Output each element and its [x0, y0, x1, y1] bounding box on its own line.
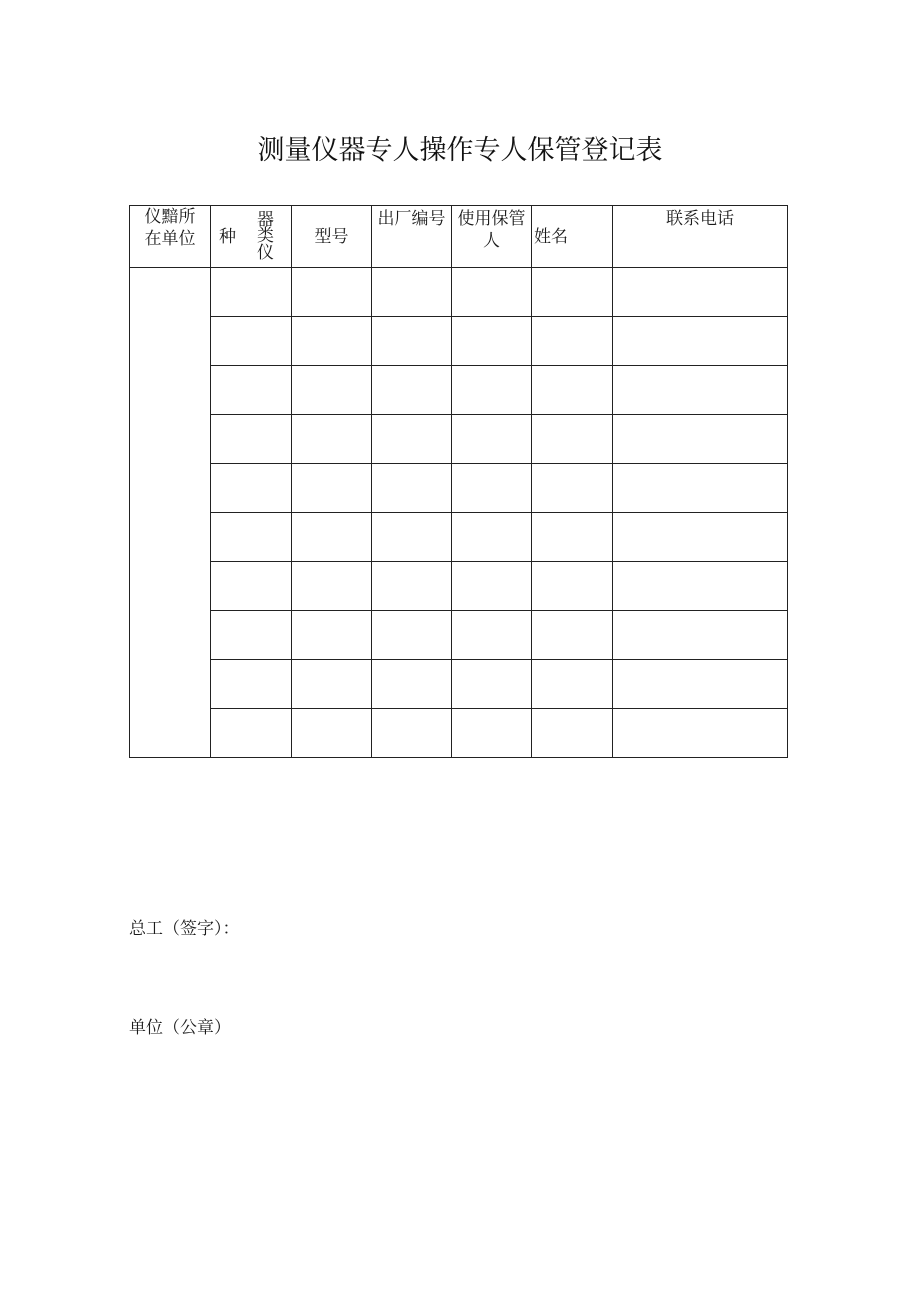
phone-cell[interactable] — [613, 317, 788, 366]
type-cell[interactable] — [211, 464, 292, 513]
type-cell[interactable] — [211, 317, 292, 366]
header-type-char-1: 种 — [219, 227, 236, 247]
model-cell[interactable] — [292, 562, 372, 611]
type-cell[interactable] — [211, 513, 292, 562]
model-cell[interactable] — [292, 268, 372, 317]
type-cell[interactable] — [211, 366, 292, 415]
name-cell[interactable] — [532, 513, 613, 562]
header-row — [130, 206, 788, 268]
table-row — [130, 562, 788, 611]
unit-cell[interactable] — [130, 268, 211, 758]
name-cell[interactable] — [532, 415, 613, 464]
header-keeper-line2: 人 — [483, 231, 500, 251]
serial-cell[interactable] — [372, 513, 452, 562]
phone-cell[interactable] — [613, 513, 788, 562]
keeper-cell[interactable] — [452, 709, 532, 758]
table-row — [130, 464, 788, 513]
header-name: 姓名 — [532, 206, 613, 268]
model-cell[interactable] — [292, 317, 372, 366]
type-cell[interactable] — [211, 562, 292, 611]
page-title: 测量仪器专人操作专人保管登记表 — [257, 135, 663, 166]
register-table — [129, 205, 788, 758]
keeper-cell[interactable] — [452, 268, 532, 317]
model-cell[interactable] — [292, 513, 372, 562]
model-cell[interactable] — [292, 611, 372, 660]
header-instrument-type — [211, 206, 292, 268]
name-cell[interactable] — [532, 268, 613, 317]
phone-cell[interactable] — [613, 268, 788, 317]
name-cell[interactable] — [532, 709, 613, 758]
table-row — [130, 415, 788, 464]
name-cell[interactable] — [532, 611, 613, 660]
header-type-char-4: 仪 — [257, 243, 274, 263]
phone-cell[interactable] — [613, 464, 788, 513]
phone-cell[interactable] — [613, 611, 788, 660]
type-cell[interactable] — [211, 611, 292, 660]
model-cell[interactable] — [292, 366, 372, 415]
keeper-cell[interactable] — [452, 366, 532, 415]
header-phone: 联系电话 — [613, 206, 788, 268]
keeper-cell[interactable] — [452, 464, 532, 513]
type-cell[interactable] — [211, 268, 292, 317]
table-row — [130, 268, 788, 317]
keeper-cell[interactable] — [452, 611, 532, 660]
keeper-cell[interactable] — [452, 513, 532, 562]
header-serial: 出厂编号 — [372, 206, 452, 268]
serial-cell[interactable] — [372, 268, 452, 317]
serial-cell[interactable] — [372, 415, 452, 464]
phone-cell[interactable] — [613, 660, 788, 709]
phone-cell[interactable] — [613, 709, 788, 758]
name-cell[interactable] — [532, 366, 613, 415]
header-unit — [130, 206, 211, 268]
serial-cell[interactable] — [372, 366, 452, 415]
header-keeper — [452, 206, 532, 268]
table-body — [130, 268, 788, 758]
name-cell[interactable] — [532, 317, 613, 366]
model-cell[interactable] — [292, 415, 372, 464]
header-type-char-2: 器 — [257, 210, 274, 230]
phone-cell[interactable] — [613, 415, 788, 464]
table-row — [130, 709, 788, 758]
keeper-cell[interactable] — [452, 317, 532, 366]
table-row — [130, 366, 788, 415]
table-row — [130, 660, 788, 709]
table-row — [130, 513, 788, 562]
table-row — [130, 611, 788, 660]
name-cell[interactable] — [532, 660, 613, 709]
model-cell[interactable] — [292, 709, 372, 758]
unit-seal-label: 单位（公章） — [129, 1018, 231, 1038]
header-unit-line2: 在单位 — [144, 229, 196, 249]
header-type-char-3: 类 — [257, 226, 274, 246]
phone-cell[interactable] — [613, 366, 788, 415]
serial-cell[interactable] — [372, 611, 452, 660]
serial-cell[interactable] — [372, 464, 452, 513]
header-model: 型号 — [292, 206, 372, 268]
type-cell[interactable] — [211, 660, 292, 709]
model-cell[interactable] — [292, 464, 372, 513]
serial-cell[interactable] — [372, 709, 452, 758]
phone-cell[interactable] — [613, 562, 788, 611]
serial-cell[interactable] — [372, 562, 452, 611]
table-row — [130, 317, 788, 366]
name-cell[interactable] — [532, 562, 613, 611]
serial-cell[interactable] — [372, 660, 452, 709]
chief-engineer-signature-label: 总工（签字）： — [129, 919, 240, 939]
keeper-cell[interactable] — [452, 415, 532, 464]
type-cell[interactable] — [211, 709, 292, 758]
name-cell[interactable] — [532, 464, 613, 513]
keeper-cell[interactable] — [452, 660, 532, 709]
serial-cell[interactable] — [372, 317, 452, 366]
keeper-cell[interactable] — [452, 562, 532, 611]
header-keeper-line1: 使用保管 — [457, 209, 526, 229]
model-cell[interactable] — [292, 660, 372, 709]
header-unit-line1: 仪黯所 — [144, 207, 196, 227]
type-cell[interactable] — [211, 415, 292, 464]
